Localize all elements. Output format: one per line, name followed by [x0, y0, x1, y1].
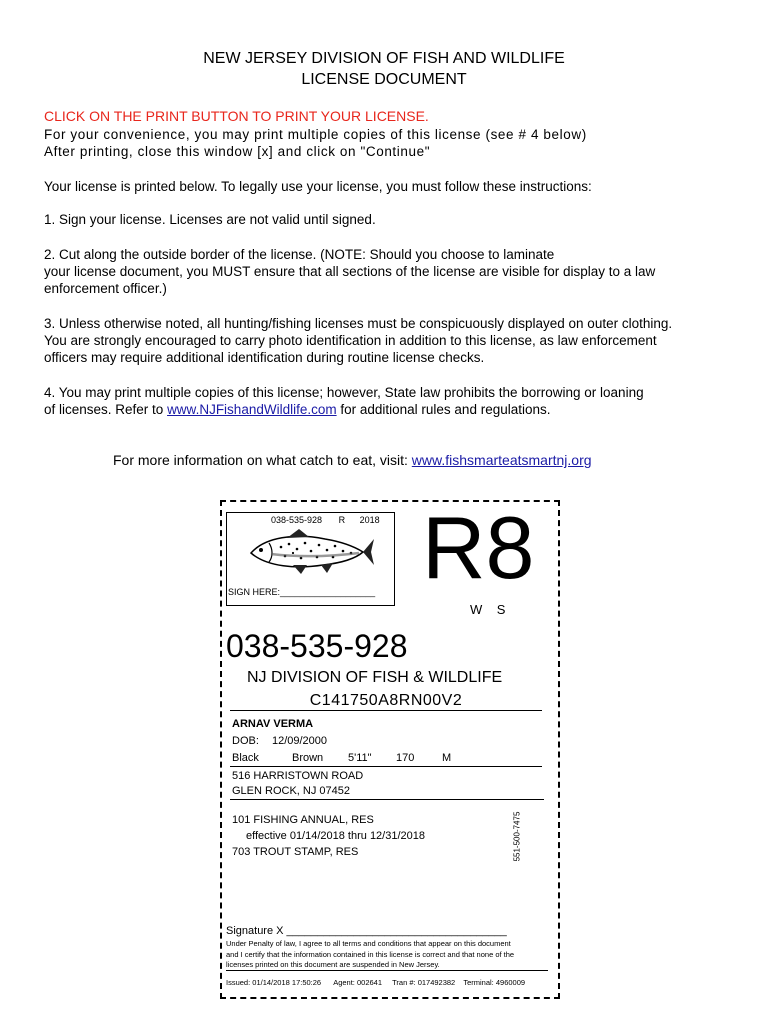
dob-row	[232, 735, 327, 747]
after-printing-note: After printing, close this window [x] and click on "Continue"	[44, 144, 431, 159]
instructions-intro: Your license is printed below. To legally use your license, you must follow these instructions:	[44, 179, 592, 194]
physical-row	[230, 752, 542, 767]
phone-number: 551-500-7475	[512, 811, 522, 862]
ws-code: W S	[470, 602, 506, 617]
legal-line-3: licenses printed on this document are suspended in New Jersey.	[226, 960, 440, 969]
address-line-1: 516 HARRISTOWN ROAD	[232, 770, 364, 782]
instruction-4-pre: of licenses. Refer to	[44, 402, 168, 417]
address-line-2: GLEN ROCK, NJ 07452	[230, 785, 544, 800]
license-item-1: 101 FISHING ANNUAL, RES	[232, 814, 374, 826]
issued-label: Issued:	[226, 978, 251, 987]
hair-color: Black	[232, 752, 259, 764]
legal-line-1: Under Penalty of law, I agree to all terms and conditions that appear on this document	[226, 939, 511, 948]
license-item-1-effective: effective 01/14/2018 thru 12/31/2018	[246, 830, 425, 842]
stub-year: 2018	[359, 515, 380, 525]
njfishandwildlife-link[interactable]: www.NJFishandWildlife.com	[167, 402, 337, 417]
instruction-3-line3: officers may require additional identification during routine license checks.	[44, 350, 485, 365]
agency-name: NJ DIVISION OF FISH & WILDLIFE	[247, 669, 503, 686]
instruction-2-line3: enforcement officer.)	[44, 281, 167, 296]
instruction-3-line2: You are strongly encouraged to carry photo identification in addition to this license, as law enforcement	[44, 333, 657, 348]
sex: M	[442, 752, 452, 764]
legal-line-2: and I certify that the information contained in this license is correct and that none of the	[226, 949, 515, 959]
agent-value: 002641	[356, 978, 383, 987]
trout-icon	[247, 527, 375, 577]
control-code: C141750A8RN00V2	[230, 692, 542, 711]
weight: 170	[396, 752, 415, 764]
instruction-4-line1: 4. You may print multiple copies of this license; however, State law prohibits the borrowing or loaning	[44, 385, 644, 400]
eye-color: Brown	[292, 752, 324, 764]
instruction-2-line2: your license document, you MUST ensure that all sections of the license are visible for display to a law	[44, 264, 656, 279]
license-item-2: 703 TROUT STAMP, RES	[232, 846, 359, 858]
issue-info	[226, 978, 525, 987]
height: 5'11"	[348, 752, 372, 764]
stub-number: 038-535-928	[271, 515, 323, 525]
license-stub	[226, 512, 395, 606]
agent-label: Agent:	[333, 978, 355, 987]
signature-line: Signature X ____________________________________	[226, 925, 507, 937]
instruction-3-line1: 3. Unless otherwise noted, all hunting/fishing licenses must be conspicuously displayed on outer clothing.	[44, 316, 673, 331]
fishsmart-link[interactable]: www.fishsmarteatsmartnj.org	[411, 452, 592, 468]
terminal-label: Terminal:	[463, 978, 494, 987]
legal-text	[226, 939, 548, 971]
tran-value: 017492382	[417, 978, 456, 987]
dob-value: 12/09/2000	[271, 735, 328, 747]
big-code: R8	[422, 498, 535, 597]
tran-label: Tran #:	[392, 978, 416, 987]
license-number: 038-535-928	[226, 628, 408, 664]
issued-value: 01/14/2018 17:50:26	[252, 978, 322, 987]
instruction-4-line2	[44, 401, 724, 418]
license-card	[220, 500, 560, 999]
page-title: NEW JERSEY DIVISION OF FISH AND WILDLIFE	[203, 50, 565, 67]
dob-label: DOB:	[232, 735, 259, 747]
holder-name: ARNAV VERMA	[232, 718, 314, 730]
instruction-1: 1. Sign your license. Licenses are not valid until signed.	[44, 212, 376, 227]
print-instruction: CLICK ON THE PRINT BUTTON TO PRINT YOUR LICENSE.	[44, 108, 429, 124]
sign-here: SIGN HERE:___________________	[228, 587, 376, 597]
more-info-text: For more information on what catch to eat, visit:	[113, 452, 412, 468]
terminal-value: 4960009	[495, 978, 526, 987]
stub-code: R	[338, 515, 346, 525]
instruction-2-line1: 2. Cut along the outside border of the license. (NOTE: Should you choose to laminate	[44, 247, 555, 262]
page-subtitle: LICENSE DOCUMENT	[301, 71, 467, 88]
convenience-note: For your convenience, you may print multiple copies of this license (see # 4 below)	[44, 127, 587, 142]
instruction-4-post: for additional rules and regulations.	[336, 402, 551, 417]
more-info-line	[113, 452, 592, 468]
